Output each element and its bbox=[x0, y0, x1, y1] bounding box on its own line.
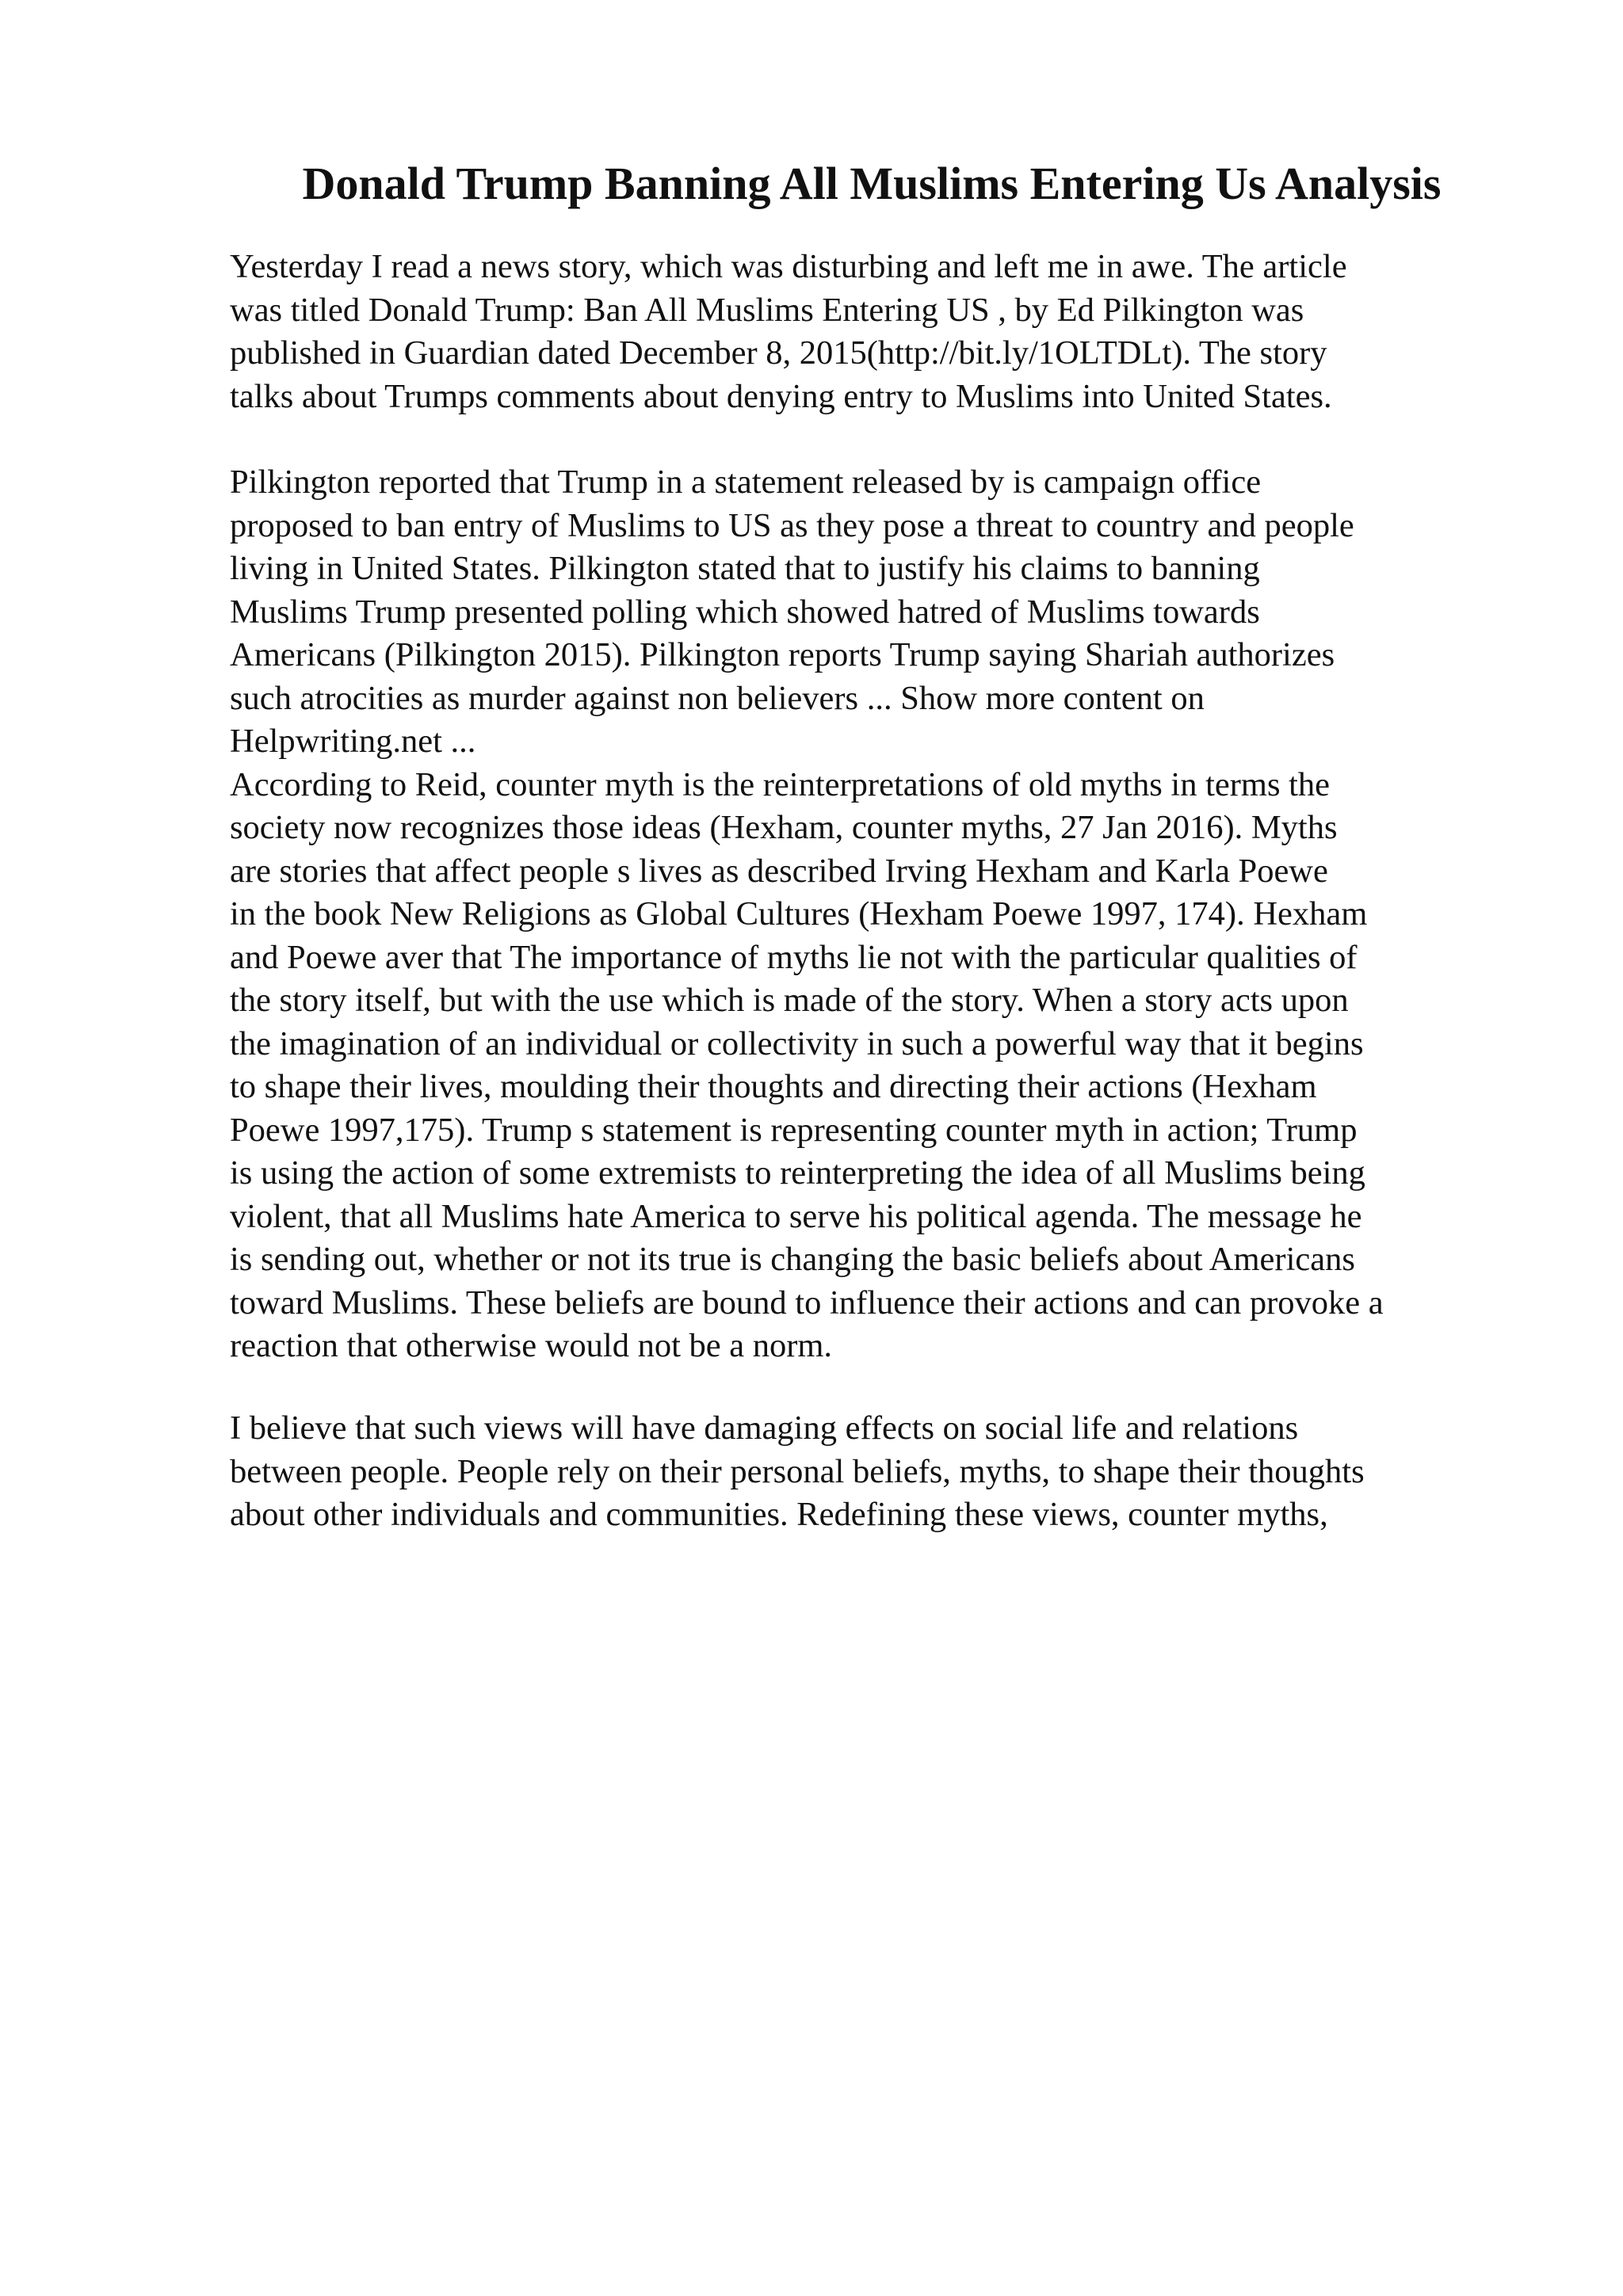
text-line: toward Muslims. These beliefs are bound to influence their actions and can provoke a bbox=[230, 1283, 1384, 1322]
text-line: about other individuals and communities. Redefining these views, counter myths, bbox=[230, 1496, 1328, 1533]
text-line: is using the action of some extremists to reinterpreting the idea of all Muslims being bbox=[230, 1154, 1365, 1192]
text-line: published in Guardian dated December 8, 2015(http://bit.ly/1OLTDLt). The story bbox=[230, 334, 1327, 372]
paragraph-main bbox=[230, 461, 1514, 1368]
page-title: Donald Trump Banning All Muslims Entering Us Analysis bbox=[302, 158, 1442, 209]
text-line: I believe that such views will have damaging effects on social life and relations bbox=[230, 1409, 1299, 1447]
text-line: and Poewe aver that The importance of myths lie not with the particular qualities of bbox=[230, 938, 1358, 976]
text-line: to shape their lives, moulding their thoughts and directing their actions (Hexham bbox=[230, 1068, 1317, 1105]
text-line: the imagination of an individual or collectivity in such a powerful way that it begins bbox=[230, 1024, 1364, 1062]
text-line: According to Reid, counter myth is the reinterpretations of old myths in terms the bbox=[230, 765, 1331, 803]
text-line: Pilkington reported that Trump in a statement released by is campaign office bbox=[230, 463, 1262, 501]
text-line: Poewe 1997,175). Trump s statement is representing counter myth in action; Trump bbox=[230, 1111, 1358, 1149]
text-line: living in United States. Pilkington stated that to justify his claims to banning bbox=[230, 550, 1260, 587]
text-line: talks about Trumps comments about denying entry to Muslims into United States. bbox=[230, 377, 1332, 415]
text-line: between people. People rely on their personal beliefs, myths, to shape their thoughts bbox=[230, 1452, 1365, 1490]
paragraph-closing bbox=[230, 1407, 1514, 1537]
text-line: Muslims Trump presented polling which showed hatred of Muslims towards bbox=[230, 593, 1260, 631]
text-line: the story itself, but with the use which is made of the story. When a story acts upon bbox=[230, 982, 1349, 1019]
text-line: society now recognizes those ideas (Hexham, counter myths, 27 Jan 2016). Myths bbox=[230, 809, 1338, 846]
text-line: Americans (Pilkington 2015). Pilkington reports Trump saying Shariah authorizes bbox=[230, 636, 1335, 673]
text-line: Yesterday I read a news story, which was disturbing and left me in awe. The article bbox=[230, 248, 1347, 285]
paragraph-intro bbox=[230, 246, 1514, 418]
text-line: violent, that all Muslims hate America to serve his political agenda. The message he bbox=[230, 1197, 1362, 1235]
text-line: is sending out, whether or not its true is changing the basic beliefs about Americans bbox=[230, 1241, 1355, 1278]
text-line: in the book New Religions as Global Cultures (Hexham Poewe 1997, 174). Hexham bbox=[230, 895, 1368, 933]
text-line: such atrocities as murder against non believers ... Show more content on bbox=[230, 679, 1205, 717]
text-line: proposed to ban entry of Muslims to US as they pose a threat to country and people bbox=[230, 506, 1354, 544]
text-line: are stories that affect people s lives as described Irving Hexham and Karla Poewe bbox=[230, 852, 1328, 890]
text-line: was titled Donald Trump: Ban All Muslims Entering US , by Ed Pilkington was bbox=[230, 291, 1304, 329]
text-line: reaction that otherwise would not be a norm. bbox=[230, 1327, 833, 1364]
text-line: Helpwriting.net ... bbox=[230, 723, 476, 760]
